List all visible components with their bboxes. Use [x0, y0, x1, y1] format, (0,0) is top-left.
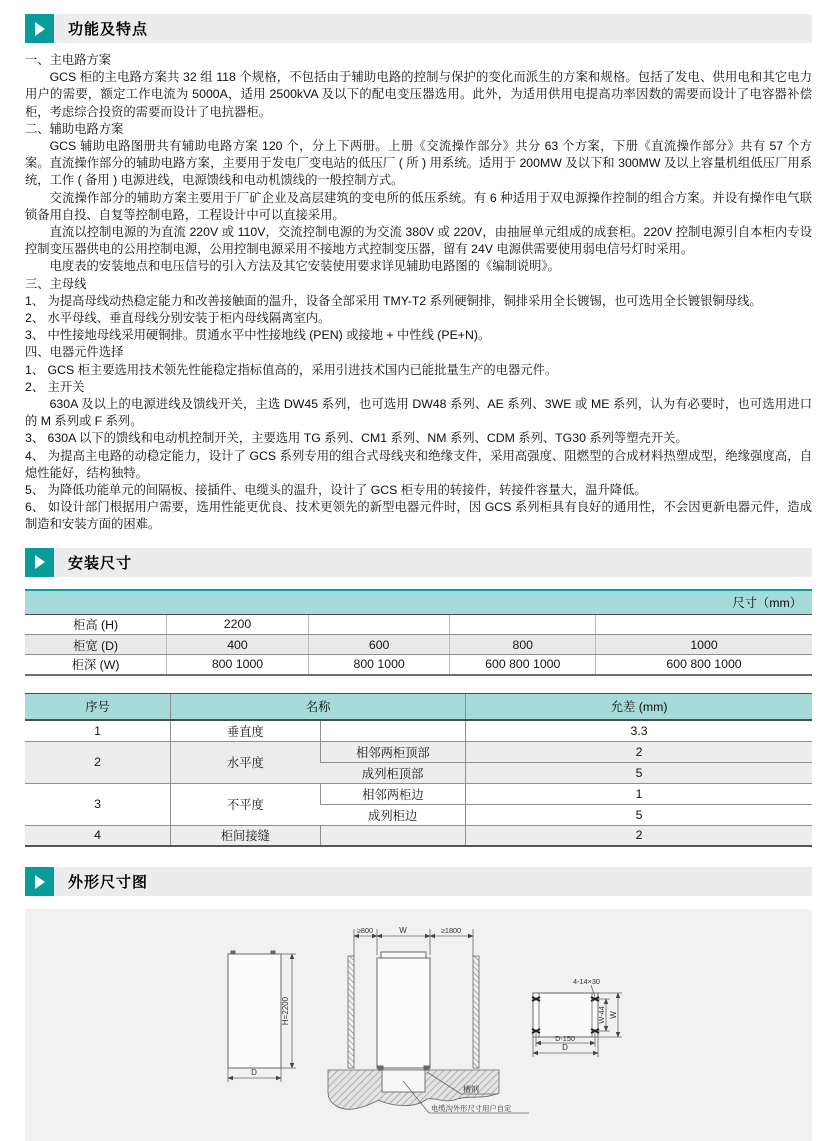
table-row [25, 635, 812, 655]
table-header-row [25, 693, 812, 720]
cell: 相邻两柜顶部 [320, 741, 466, 762]
text-line: 一、主电路方案 [25, 53, 112, 67]
cell: 5 [466, 762, 812, 783]
base-frame-plan-view [532, 985, 622, 1057]
cell: 柜间接缝 [171, 825, 321, 846]
tolerance-table [25, 693, 812, 848]
cell: 2200 [167, 615, 309, 635]
cell: 600 800 1000 [450, 655, 596, 675]
cell: 5 [466, 804, 812, 825]
text-line: 2、 主开关 [25, 379, 85, 394]
cell: 相邻两柜边 [320, 783, 466, 804]
text-line: 3、 630A 以下的馈线和电动机控制开关，主要选用 TG 系列、CM1 系列、NM 系列、CDM 系列、TG30 系列等塑壳开关。 [25, 431, 688, 446]
cell: 1 [466, 783, 812, 804]
row-label: 柜高 (H) [25, 615, 167, 635]
table-row [25, 655, 812, 675]
label-channel-steel: 槽钢 [463, 1085, 479, 1095]
cell: 3.3 [466, 720, 812, 741]
col-header: 名称 [171, 693, 466, 720]
text-line: 5、 为降低功能单元的间隔板、接插件、电缆头的温升，设计了 GCS 柜专用的转接件，转接件容量大，温升降低。 [25, 483, 647, 498]
cell: 水平度 [171, 741, 321, 783]
size-table [25, 589, 812, 676]
dim-label-inner-width: W-44 [597, 1006, 606, 1024]
text-line: 630A 及以上的电源进线及馈线开关，主选 DW45 系列，也可选用 DW48 系列、AE 系列、3WE 或 ME 系列，认为有必要时，也可选用进口的 M 系列或 F 系列。 [25, 397, 812, 429]
dim-label-left-clearance: ≥800 [356, 926, 374, 936]
text-line: 4、 为提高主电路的动稳定能力，设计了 GCS 系列专用的组合式母线夹和绝缘支件，采用高强度、阻燃型的合成材料热塑成型，绝缘强度高，自熄性能好，结构独特。 [25, 448, 812, 480]
cell: 2 [466, 825, 812, 846]
row-label: 柜宽 (D) [25, 635, 167, 655]
table-row [25, 825, 812, 846]
arrow-right-icon [25, 14, 54, 43]
arrow-right-icon [25, 548, 54, 577]
label-bolt-slots: 4-14×30 [573, 977, 600, 987]
cell [320, 825, 466, 846]
cell: 3 [25, 783, 171, 825]
col-header: 允差 (mm) [466, 693, 812, 720]
dim-label-right-clearance: ≥1800 [440, 926, 462, 936]
section-header-install [25, 548, 812, 577]
label-cable-trench-note: 电缆沟外形尺寸用户自定 [431, 1104, 512, 1114]
dim-label-outer-depth: D [562, 1043, 568, 1053]
section-title-outline: 外形尺寸图 [68, 874, 149, 892]
cell: 800 1000 [167, 655, 309, 675]
cell: 2 [466, 741, 812, 762]
text-line: 四、电器元件选择 [25, 345, 124, 360]
table-row [25, 720, 812, 741]
text-line: 三、主母线 [25, 276, 87, 291]
cell [450, 615, 596, 635]
features-text-block [25, 52, 812, 534]
row-label: 柜深 (W) [25, 655, 167, 675]
cell: 800 1000 [308, 655, 450, 675]
cell: 400 [167, 635, 309, 655]
section-header-features [25, 14, 812, 43]
text-line: 3、 中性接地母线采用硬铜排。贯通水平中性接地线 (PEN) 或接地 + 中性线 (PE+N)。 [25, 328, 491, 343]
cell: 1 [25, 720, 171, 741]
dim-label-width: W [399, 926, 407, 936]
cell: 不平度 [171, 783, 321, 825]
dim-label-height: H=2200 [281, 997, 290, 1026]
dim-label-depth: D [251, 1068, 257, 1078]
text-line: 交流操作部分的辅助方案主要用于厂矿企业及高层建筑的变电所的低压系统。有 6 种适用于双电源操作控制的组合方案。并设有操作电气联锁备用自投、自复等控制电路，工程设计中可以直接采用。 [25, 190, 812, 222]
dim-label-outer-width: W [609, 1011, 618, 1019]
table-row [25, 615, 812, 635]
cell [308, 615, 450, 635]
cell [320, 720, 466, 741]
text-line: 电度表的安装地点和电压信号的引入方法及其它安装使用要求详见辅助电路图的《编制说明》。 [49, 259, 560, 274]
text-line: GCS 辅助电路图册共有辅助电路方案 120 个，分上下两册。上册《交流操作部分》共分 63 个方案，下册《直流操作部分》共有 57 个方案。直流操作部分的辅助电路方案，主要用于发电厂变电站的低压厂 ( 所 ) 用系统。适用于 200MW 及以下和 300MW 及以上容量机组低压厂用系统，工作 ( 备用 ) 电源进线，电源馈线和电动机馈线的一般控制方式。 [25, 139, 812, 188]
text-line: 6、 如设计部门根据用户需要，选用性能更优良、技术更领先的新型电器元件时，因 GCS 系列柜具有良好的通用性，不会因更新电器元件，造成制造和安装方面的困难。 [25, 500, 812, 532]
cabinet-front-view [328, 929, 529, 1113]
cell: 600 [308, 635, 450, 655]
cell: 成列柜边 [320, 804, 466, 825]
text-line: 1、 为提高母线动热稳定能力和改善接触面的温升，设备全部采用 TMY-T2 系列硬铜排，铜排采用全长镀锡，也可选用全长镀银铜母线。 [25, 293, 762, 308]
table-row [25, 783, 812, 804]
cell: 1000 [596, 635, 812, 655]
size-table-caption: 尺寸（mm） [25, 589, 812, 615]
outline-dimension-drawing [25, 909, 812, 1141]
arrow-right-icon [25, 867, 54, 896]
col-header: 序号 [25, 693, 171, 720]
cell: 600 800 1000 [596, 655, 812, 675]
cell: 800 [450, 635, 596, 655]
section-title-features: 功能及特点 [68, 21, 149, 38]
cell: 4 [25, 825, 171, 846]
cell: 成列柜顶部 [320, 762, 466, 783]
cell: 2 [25, 741, 171, 783]
text-line: 2、 水平母线、垂直母线分别安装于柜内母线隔离室内。 [25, 311, 331, 326]
section-title-install: 安装尺寸 [68, 554, 133, 572]
section-header-outline [25, 867, 812, 896]
cell [596, 615, 812, 635]
text-line: 直流以控制电源的为直流 220V 或 110V，交流控制电源的为交流 380V 或 220V，由抽屉单元组成的成套柜。220V 控制电源引自本柜内专设控制变压器供电的公用控制电源，公用控制电源采用不接地方式控制变压器，留有 24V 电源供需要使用弱电信号灯时采用。 [25, 225, 812, 257]
outline-drawing-panel [25, 909, 812, 1141]
table-row [25, 741, 812, 762]
cell: 垂直度 [171, 720, 321, 741]
text-line: 二、辅助电路方案 [25, 121, 124, 136]
text-line: 1、 GCS 柜主要选用技术领先性能稳定指标值高的，采用引进技术国内已能批量生产的电器元件。 [25, 362, 558, 377]
text-line: GCS 柜的主电路方案共 32 组 118 个规格，不包括由于辅助电路的控制与保护的变化而派生的方案和规格。包括了发电、供用电和其它电力用户的需要，额定工作电流为 5000A，适用 2500kVA 及以下的配电变压器选用。此外，为适用供用电提高功率因数的需要而设计了电容器补偿柜，考虑综合投资的需要而设计了电抗器柜。 [25, 70, 812, 119]
dim-label-inner-depth: D-150 [555, 1034, 575, 1044]
